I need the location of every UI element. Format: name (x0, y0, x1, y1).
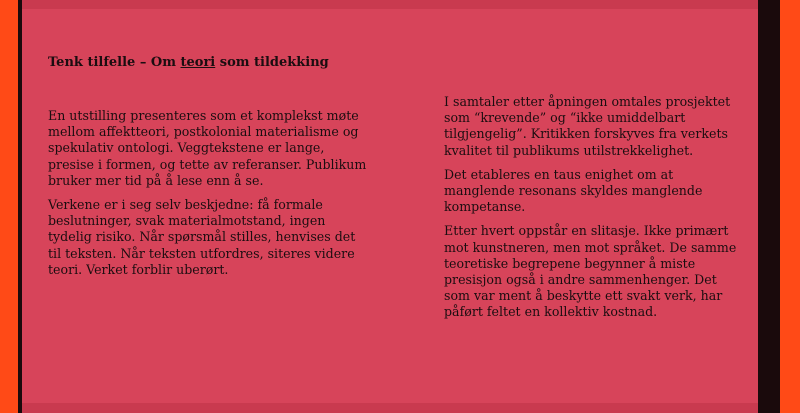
right-column (444, 94, 744, 329)
left-paragraph-2: Verkene er i seg selv beskjedne: få formale beslutninger, svak materialmotstand, ingen tydelig risiko. Når spørsmål stilles, henvises det til teksten. Når teksten utfordres, siteres videre teori. Verket forblir uberørt. (48, 197, 356, 277)
right-paragraph-1: I samtaler etter åpningen omtales prosjektet som “krevende” og “ikke umiddelbart tilgjengelig”. Kritikken forskyves fra verkets kvalitet til publikums utilstrekkelighet. (444, 94, 731, 158)
title-link-teori[interactable]: teori (180, 55, 216, 70)
bottom-band (22, 403, 758, 413)
right-paragraph-2: Det etableres en taus enighet om at manglende resonans skyldes manglende kompetanse. (444, 166, 703, 215)
right-paragraph-3: Etter hvert oppstår en slitasje. Ikke primært mot kunstneren, men mot språket. De samme teoretiske begrepene begynner å miste presisjon også i andre sammenhenger. Det som var ment å beskytte ett svakt verk, har påført feltet en kollektiv kostnad. (444, 223, 737, 320)
left-paragraph-1: En utstilling presenteres som et komplekst møte mellom affektteori, postkolonial materialisme og spekulativ ontologi. Veggtekstene er lange, presise i formen, og tette av referanser. Publikum bruker mer tid på å lese enn å se. (48, 108, 367, 188)
title-suffix: som tildekking (215, 55, 329, 70)
title-prefix: Tenk tilfelle – Om (48, 55, 181, 70)
left-column (48, 108, 368, 286)
top-band (22, 0, 758, 9)
page (22, 0, 758, 413)
page-title (48, 55, 329, 70)
